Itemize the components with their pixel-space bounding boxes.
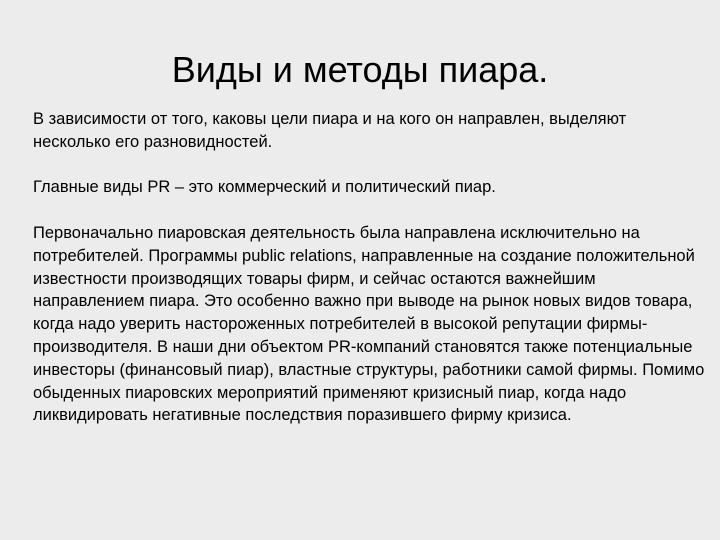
paragraph-intro: В зависимости от того, каковы цели пиара и на кого он направлен, выделяют несколько его разновидностей.: [33, 110, 627, 151]
slide-title: Виды и методы пиара.: [171, 49, 549, 90]
paragraph-details: Первоначально пиаровская деятельность была направлена исключительно на потребителей. Программы public relations, направленные на создание положительной известности производящих товары фирм, и сейчас остаются важнейшим направлением пиара. Это особенно важно при выводе на рынок новых видов товара, когда надо уверить настороженных потребителей в высокой репутации фирмы-производителя. В наши дни объектом PR-компаний становятся также потенциальные инвесторы (финансовый пиар), властные структуры, работники самой фирмы. Помимо обыденных пиаровских мероприятий применяют кризисный пиар, когда надо ликвидировать негативные последствия поразившего фирму кризиса.: [33, 223, 705, 425]
paragraph-main-types: Главные виды PR – это коммерческий и политический пиар.: [33, 178, 496, 197]
slide-body: [33, 108, 705, 427]
